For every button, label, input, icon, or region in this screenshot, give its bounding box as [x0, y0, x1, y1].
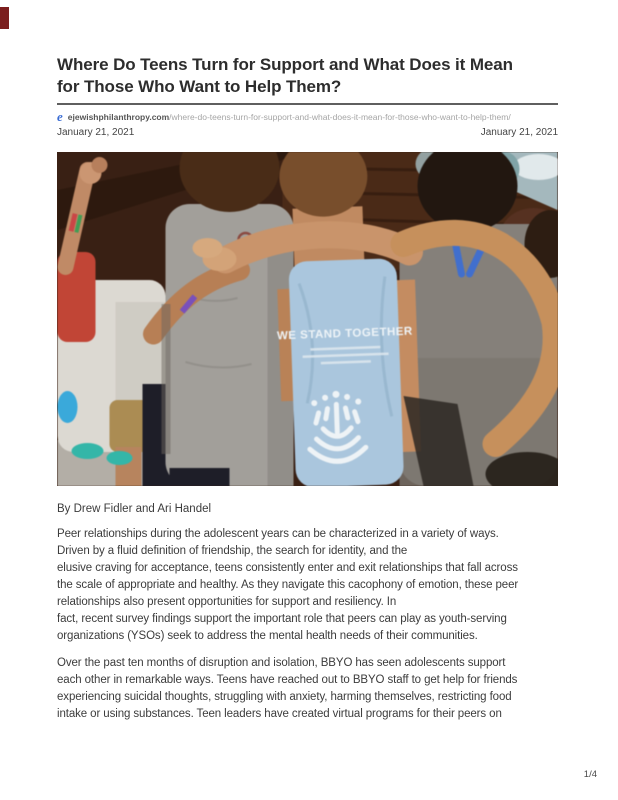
- paragraph-line: organizations (YSOs) seek to address the mental health needs of their communities.: [57, 630, 478, 642]
- source-link[interactable]: [57, 110, 558, 124]
- paragraph-line: Driven by a fluid definition of friendship, the search for identity, and the: [57, 545, 408, 557]
- paragraph-line: Over the past ten months of disruption and isolation, BBYO has seen adolescents support: [57, 657, 506, 669]
- corner-mark: [0, 7, 9, 29]
- source-domain: ejewishphilanthropy.com: [67, 112, 170, 122]
- paragraph-line: Peer relationships during the adolescent years can be characterized in a variety of ways.: [57, 528, 499, 540]
- page-number: 1/4: [583, 769, 597, 780]
- byline: By Drew Fidler and Ari Handel: [57, 503, 212, 515]
- source-path: /where-do-teens-turn-for-support-and-what-does-it-mean-for-those-who-want-to-help-them/: [169, 112, 511, 122]
- source-url: [68, 112, 511, 122]
- article-title-line-1: Where Do Teens Turn for Support and What Does it Mean: [57, 55, 513, 74]
- paragraph-line: experiencing suicidal thoughts, struggling with anxiety, harming themselves, restricting food: [57, 691, 512, 703]
- paragraph-line: elusive craving for acceptance, teens consistently enter and exit relationships that fall across: [57, 562, 518, 574]
- ejewishphilanthropy-logo-icon: e: [57, 108, 63, 124]
- paragraph-line: fact, recent survey findings support the important role that peers can play as youth-serving: [57, 613, 507, 625]
- blue-shirt: [288, 258, 404, 486]
- publish-date-right: January 21, 2021: [480, 127, 558, 138]
- teal-shoe: [72, 443, 104, 459]
- paragraph-2: [57, 655, 577, 723]
- paragraph-line: relationships also present opportunities for support and resiliency. In: [57, 596, 397, 608]
- date-row: [57, 127, 558, 138]
- paragraph-1: [57, 526, 577, 645]
- article-photo: [57, 152, 558, 486]
- paragraph-line: each other in remarkable ways. Teens have reached out to BBYO staff to get help for friends: [57, 674, 518, 686]
- shirt-slogan: WE STAND TOGETHER: [276, 325, 413, 343]
- article-title-line-2: for Those Who Want to Help Them?: [57, 77, 342, 96]
- article-title: [57, 54, 569, 98]
- photo-illustration: [57, 152, 558, 486]
- publish-date-left: January 21, 2021: [57, 127, 135, 138]
- title-divider: [57, 103, 558, 105]
- teal-shoe: [107, 451, 133, 465]
- paragraph-line: intake or using substances. Teen leaders have created virtual programs for their peers on: [57, 708, 502, 720]
- paragraph-line: the scale of appropriate and healthy. As they navigate this cacophony of emotion, these peer: [57, 579, 519, 591]
